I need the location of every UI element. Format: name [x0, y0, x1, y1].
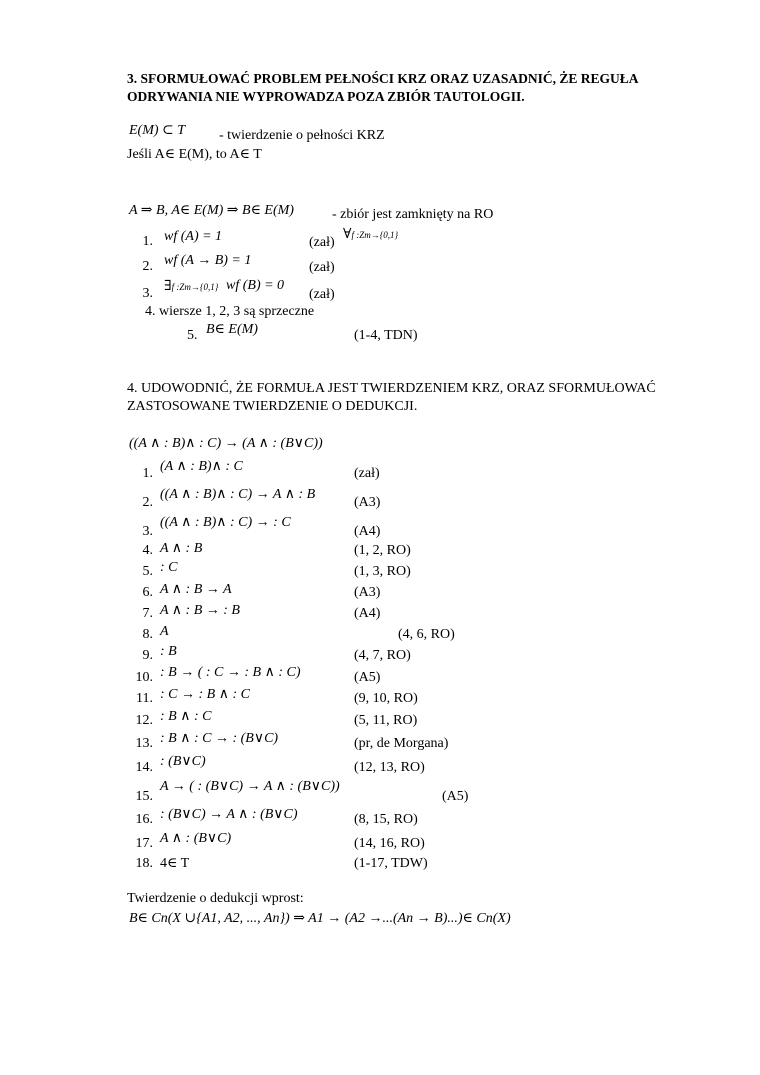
s3-step-reason: (zał) — [309, 287, 335, 302]
proof-step-number: 5. — [142, 564, 153, 579]
completeness-text: - twierdzenie o pełności KRZ — [219, 128, 385, 143]
s3-step-formula: wf (A) = 1 — [164, 229, 223, 244]
completeness-line2: Jeśli A∈ E(M), to A∈ T — [127, 147, 262, 162]
proof-step-number: 9. — [142, 648, 153, 663]
proof-step-number: 10. — [135, 670, 153, 685]
proof-step-number: 3. — [142, 524, 153, 539]
section4-heading-line1: 4. UDOWODNIĆ, ŻE FORMUŁA JEST TWIERDZENIEM KRZ, ORAZ SFORMUŁOWAĆ — [127, 381, 656, 396]
proof-step-formula: : C → : B ∧ : C — [160, 687, 250, 702]
proof-step-number: 12. — [135, 713, 153, 728]
proof-step-formula: A → ( : (B∨C) → A ∧ : (B∨C)) — [160, 779, 340, 794]
proof-step-reason: (8, 15, RO) — [354, 812, 418, 827]
proof-step-number: 14. — [135, 760, 153, 775]
proof-step-number: 16. — [135, 812, 153, 827]
closure-quantifier — [343, 226, 398, 243]
proof-step-number: 13. — [135, 736, 153, 751]
s3-step-number: 1. — [142, 234, 153, 249]
proof-step-reason: (A4) — [354, 606, 381, 621]
proof-step-number: 6. — [142, 585, 153, 600]
proof-step-number: 15. — [135, 789, 153, 804]
exists-subscript: f :Zm→{0,1} — [171, 282, 219, 292]
deduction-formula: B∈ Cn(X ∪{A1, A2, ..., An}) ⇒ A1 → (A2 →...(An → B)...)∈ Cn(X) — [129, 911, 511, 926]
main-formula: ((A ∧ : B)∧ : C) → (A ∧ : (B∨C)) — [129, 436, 323, 451]
proof-step-formula: : C — [160, 560, 178, 575]
section3-heading-line1: 3. SFORMUŁOWAĆ PROBLEM PEŁNOŚCI KRZ ORAZ UZASADNIĆ, ŻE REGUŁA — [127, 71, 639, 86]
s3-step-formula: wf (B) = 0 — [226, 278, 285, 293]
proof-step-number: 8. — [142, 627, 153, 642]
proof-step-formula: ((A ∧ : B)∧ : C) → : C — [160, 515, 291, 530]
proof-step-number: 2. — [142, 495, 153, 510]
proof-step-formula: ((A ∧ : B)∧ : C) → A ∧ : B — [160, 487, 316, 502]
closure-text: - zbiór jest zamknięty na RO — [332, 207, 494, 222]
proof-step-number: 1. — [142, 466, 153, 481]
proof-step-formula: A ∧ : B — [160, 541, 203, 556]
section3-heading-line2: ODRYWANIA NIE WYPROWADZA POZA ZBIÓR TAUTOLOGII. — [127, 89, 525, 104]
proof-step-formula: 4∈ T — [160, 856, 190, 871]
proof-step-reason: (5, 11, RO) — [354, 713, 418, 728]
s3-step-reason: (zał) — [309, 260, 335, 275]
proof-step-reason: (4, 7, RO) — [354, 648, 411, 663]
proof-step-formula: : B ∧ : C → : (B∨C) — [160, 731, 279, 746]
s3-step-formula: wf (A → B) = 1 — [164, 253, 252, 268]
proof-step-formula: (A ∧ : B)∧ : C — [160, 459, 243, 474]
proof-step-reason: (9, 10, RO) — [354, 691, 418, 706]
proof-step-formula: A ∧ : B → A — [160, 582, 232, 597]
completeness-formula: E(M) ⊂ T — [129, 123, 186, 138]
proof-step-formula: A — [160, 624, 169, 639]
proof-step-number: 17. — [135, 836, 153, 851]
proof-step-formula: A ∧ : (B∨C) — [160, 831, 232, 846]
proof-step-reason: (14, 16, RO) — [354, 836, 425, 851]
s3-step-reason: (zał) — [309, 235, 335, 250]
proof-step-number: 11. — [136, 691, 153, 706]
proof-step-number: 4. — [142, 543, 153, 558]
proof-step-reason: (A5) — [354, 670, 381, 685]
proof-step-formula: : (B∨C) — [160, 754, 206, 769]
s3-step5-reason: (1-4, TDN) — [354, 328, 418, 343]
s3-step-number: 3. — [142, 286, 153, 301]
proof-step-formula: : (B∨C) → A ∧ : (B∨C) — [160, 807, 298, 822]
proof-step-formula: : B ∧ : C — [160, 709, 212, 724]
s3-step-number: 5. — [187, 328, 198, 343]
proof-step-reason: (1, 2, RO) — [354, 543, 411, 558]
proof-step-reason: (4, 6, RO) — [398, 627, 455, 642]
s3-step5-formula: B∈ E(M) — [206, 322, 258, 337]
proof-step-number: 18. — [135, 856, 153, 871]
proof-step-reason: (1, 3, RO) — [354, 564, 411, 579]
proof-step-formula: : B — [160, 644, 177, 659]
deduction-title: Twierdzenie o dedukcji wprost: — [127, 891, 304, 906]
proof-step-reason: (zał) — [354, 466, 380, 481]
s3-step-number: 2. — [142, 259, 153, 274]
proof-step-reason: (pr, de Morgana) — [354, 736, 449, 751]
proof-step-reason: (12, 13, RO) — [354, 760, 425, 775]
exists-symbol: ∃ — [164, 279, 172, 294]
proof-step-formula: : B → ( : C → : B ∧ : C) — [160, 665, 301, 680]
forall-subscript: f :Zm→{0,1} — [351, 230, 399, 240]
proof-step-reason: (A3) — [354, 585, 381, 600]
proof-step-formula: A ∧ : B → : B — [160, 603, 240, 618]
proof-step-reason: (A3) — [354, 495, 381, 510]
forall-symbol: ∀ — [343, 227, 352, 242]
s3-step4: 4. wiersze 1, 2, 3 są sprzeczne — [145, 304, 315, 319]
proof-step-reason: (1-17, TDW) — [354, 856, 428, 871]
proof-step-number: 7. — [142, 606, 153, 621]
proof-step-reason: (A5) — [442, 789, 469, 804]
exists-quantifier — [164, 278, 218, 295]
closure-formula: A ⇒ B, A∈ E(M) ⇒ B∈ E(M) — [129, 203, 294, 218]
section4-heading-line2: ZASTOSOWANE TWIERDZENIE O DEDUKCJI. — [127, 399, 418, 414]
proof-step-reason: (A4) — [354, 524, 381, 539]
